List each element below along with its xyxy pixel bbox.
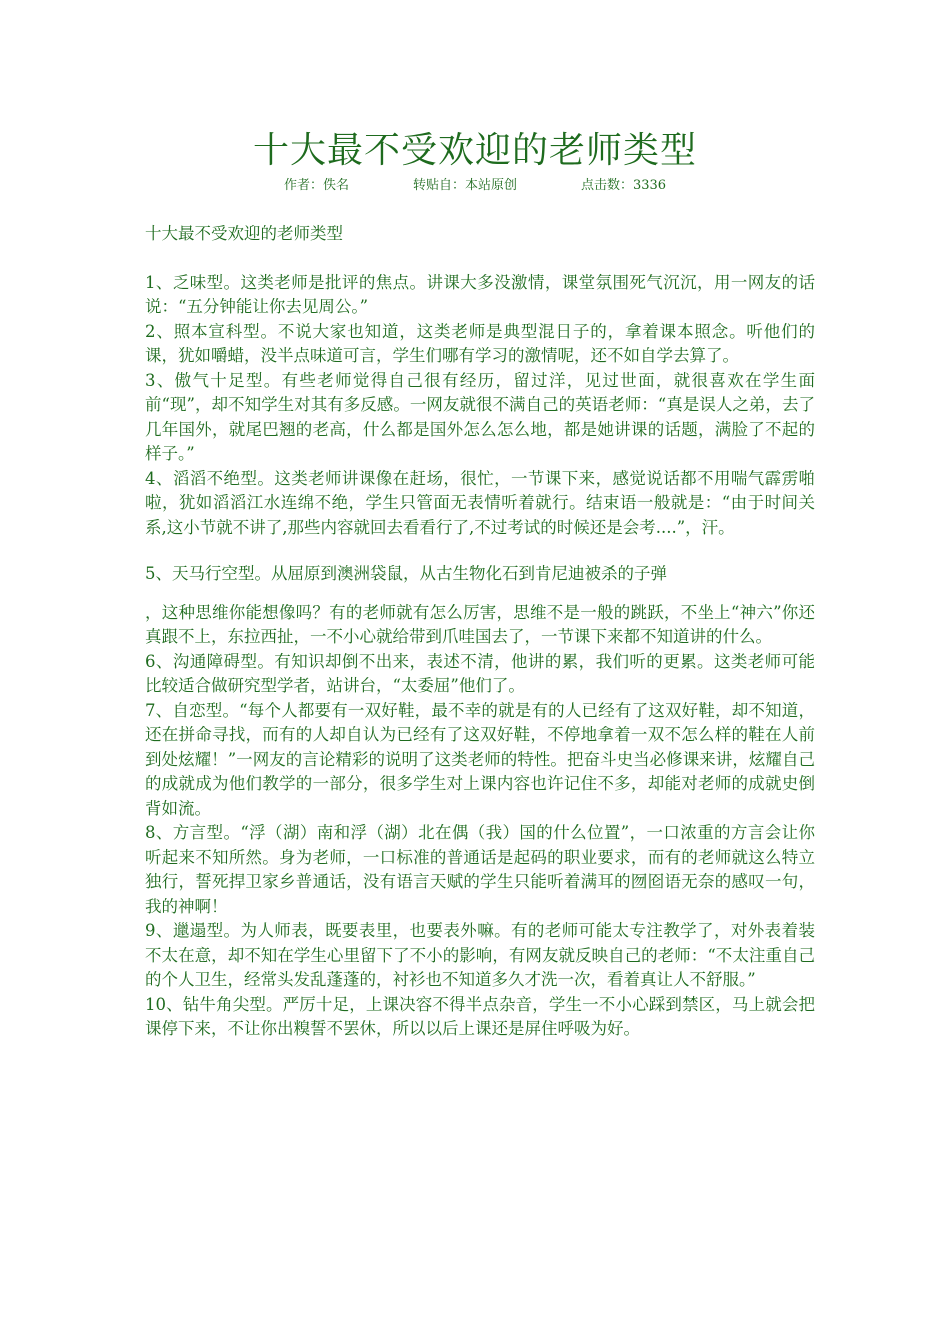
article-title: 十大最不受欢迎的老师类型: [252, 130, 697, 171]
click-count: 点击数：3336: [580, 178, 667, 193]
article-body: [145, 222, 815, 1042]
paragraph-5-continued: ，这种思维你能想像吗？有的老师就有怎么厉害，思维不是一般的跳跃，不坐上“神六”你还真跟不上，东拉西扯，一不小心就给带到爪哇国去了，一节课下来都不知道讲的什么。: [145, 602, 815, 646]
paragraph-5: 5、天马行空型。从屈原到澳洲袋鼠，从古生物化石到肯尼迪被杀的子弹: [145, 564, 667, 583]
paragraph-10: 10、钻牛角尖型。严厉十足，上课决容不得半点杂音，学生一不小心踩到禁区，马上就会把课停下来，不让你出糗誓不罢休，所以以后上课还是屏住呼吸为好。: [145, 994, 815, 1038]
article-meta: [0, 176, 950, 196]
paragraph-8: 8、方言型。“浮（湖）南和浮（湖）北在偶（我）国的什么位置”，一口浓重的方言会让你听起来不知所然。身为老师，一口标准的普通话是起码的职业要求，而有的老师就这么特立独行，誓死捍卫家乡普通话，没有语言天赋的学生只能听着满耳的囫囵语无奈的感叹一句，我的神啊！: [145, 823, 815, 916]
article-subtitle: 十大最不受欢迎的老师类型: [145, 224, 343, 243]
paragraph-9: 9、邋遢型。为人师表，既要表里，也要表外嘛。有的老师可能太专注教学了，对外表着装不太在意，却不知在学生心里留下了不小的影响，有网友就反映自己的老师：“不太注重自己的个人卫生，经常头发乱蓬蓬的，衬衫也不知道多久才洗一次，看着真让人不舒服。”: [145, 921, 815, 989]
paragraph-4: 4、滔滔不绝型。这类老师讲课像在赶场，很忙，一节课下来，感觉说话都不用喘气霹雳啪啦，犹如滔滔江水连绵不绝，学生只管面无表情听着就行。结束语一般就是：“由于时间关系,这小节就不讲了,那些内容就回去看看行了,不过考试的时候还是会考....”，汗。: [145, 468, 815, 537]
paragraph-7: 7、自恋型。“每个人都要有一双好鞋，最不幸的就是有的人已经有了这双好鞋，却不知道，还在拼命寻找，而有的人却自认为已经有了这双好鞋，不停地拿着一双不怎么样的鞋在人前到处炫耀！”一网友的言论精彩的说明了这类老师的特性。把奋斗史当必修课来讲，炫耀自己的成就成为他们教学的一部分，很多学生对上课内容也许记住不多，却能对老师的成就史倒背如流。: [145, 700, 815, 818]
paragraph-2: 2、照本宣科型。不说大家也知道，这类老师是典型混日子的，拿着课本照念。听他们的课，犹如嚼蜡，没半点味道可言，学生们哪有学习的激情呢，还不如自学去算了。: [145, 321, 815, 365]
paragraph-3: 3、傲气十足型。有些老师觉得自己很有经历，留过洋，见过世面，就很喜欢在学生面前“现”，却不知学生对其有多反感。一网友就很不满自己的英语老师：“真是误人之弟，去了几年国外，就尾巴翘的老高，什么都是国外怎么怎么地，都是她讲课的话题，满脸了不起的样子。”: [145, 370, 815, 463]
paragraph-1: 1、乏味型。这类老师是批评的焦点。讲课大多没激情，课堂氛围死气沉沉，用一网友的话说：“五分钟能让你去见周公。”: [145, 272, 815, 316]
source-label: 转贴自：本站原创: [412, 178, 517, 193]
paragraph-6: 6、沟通障碍型。有知识却倒不出来，表述不清，他讲的累，我们听的更累。这类老师可能比较适合做研究型学者，站讲台，“太委屈”他们了。: [145, 651, 815, 695]
author-label: 作者：佚名: [283, 178, 349, 193]
